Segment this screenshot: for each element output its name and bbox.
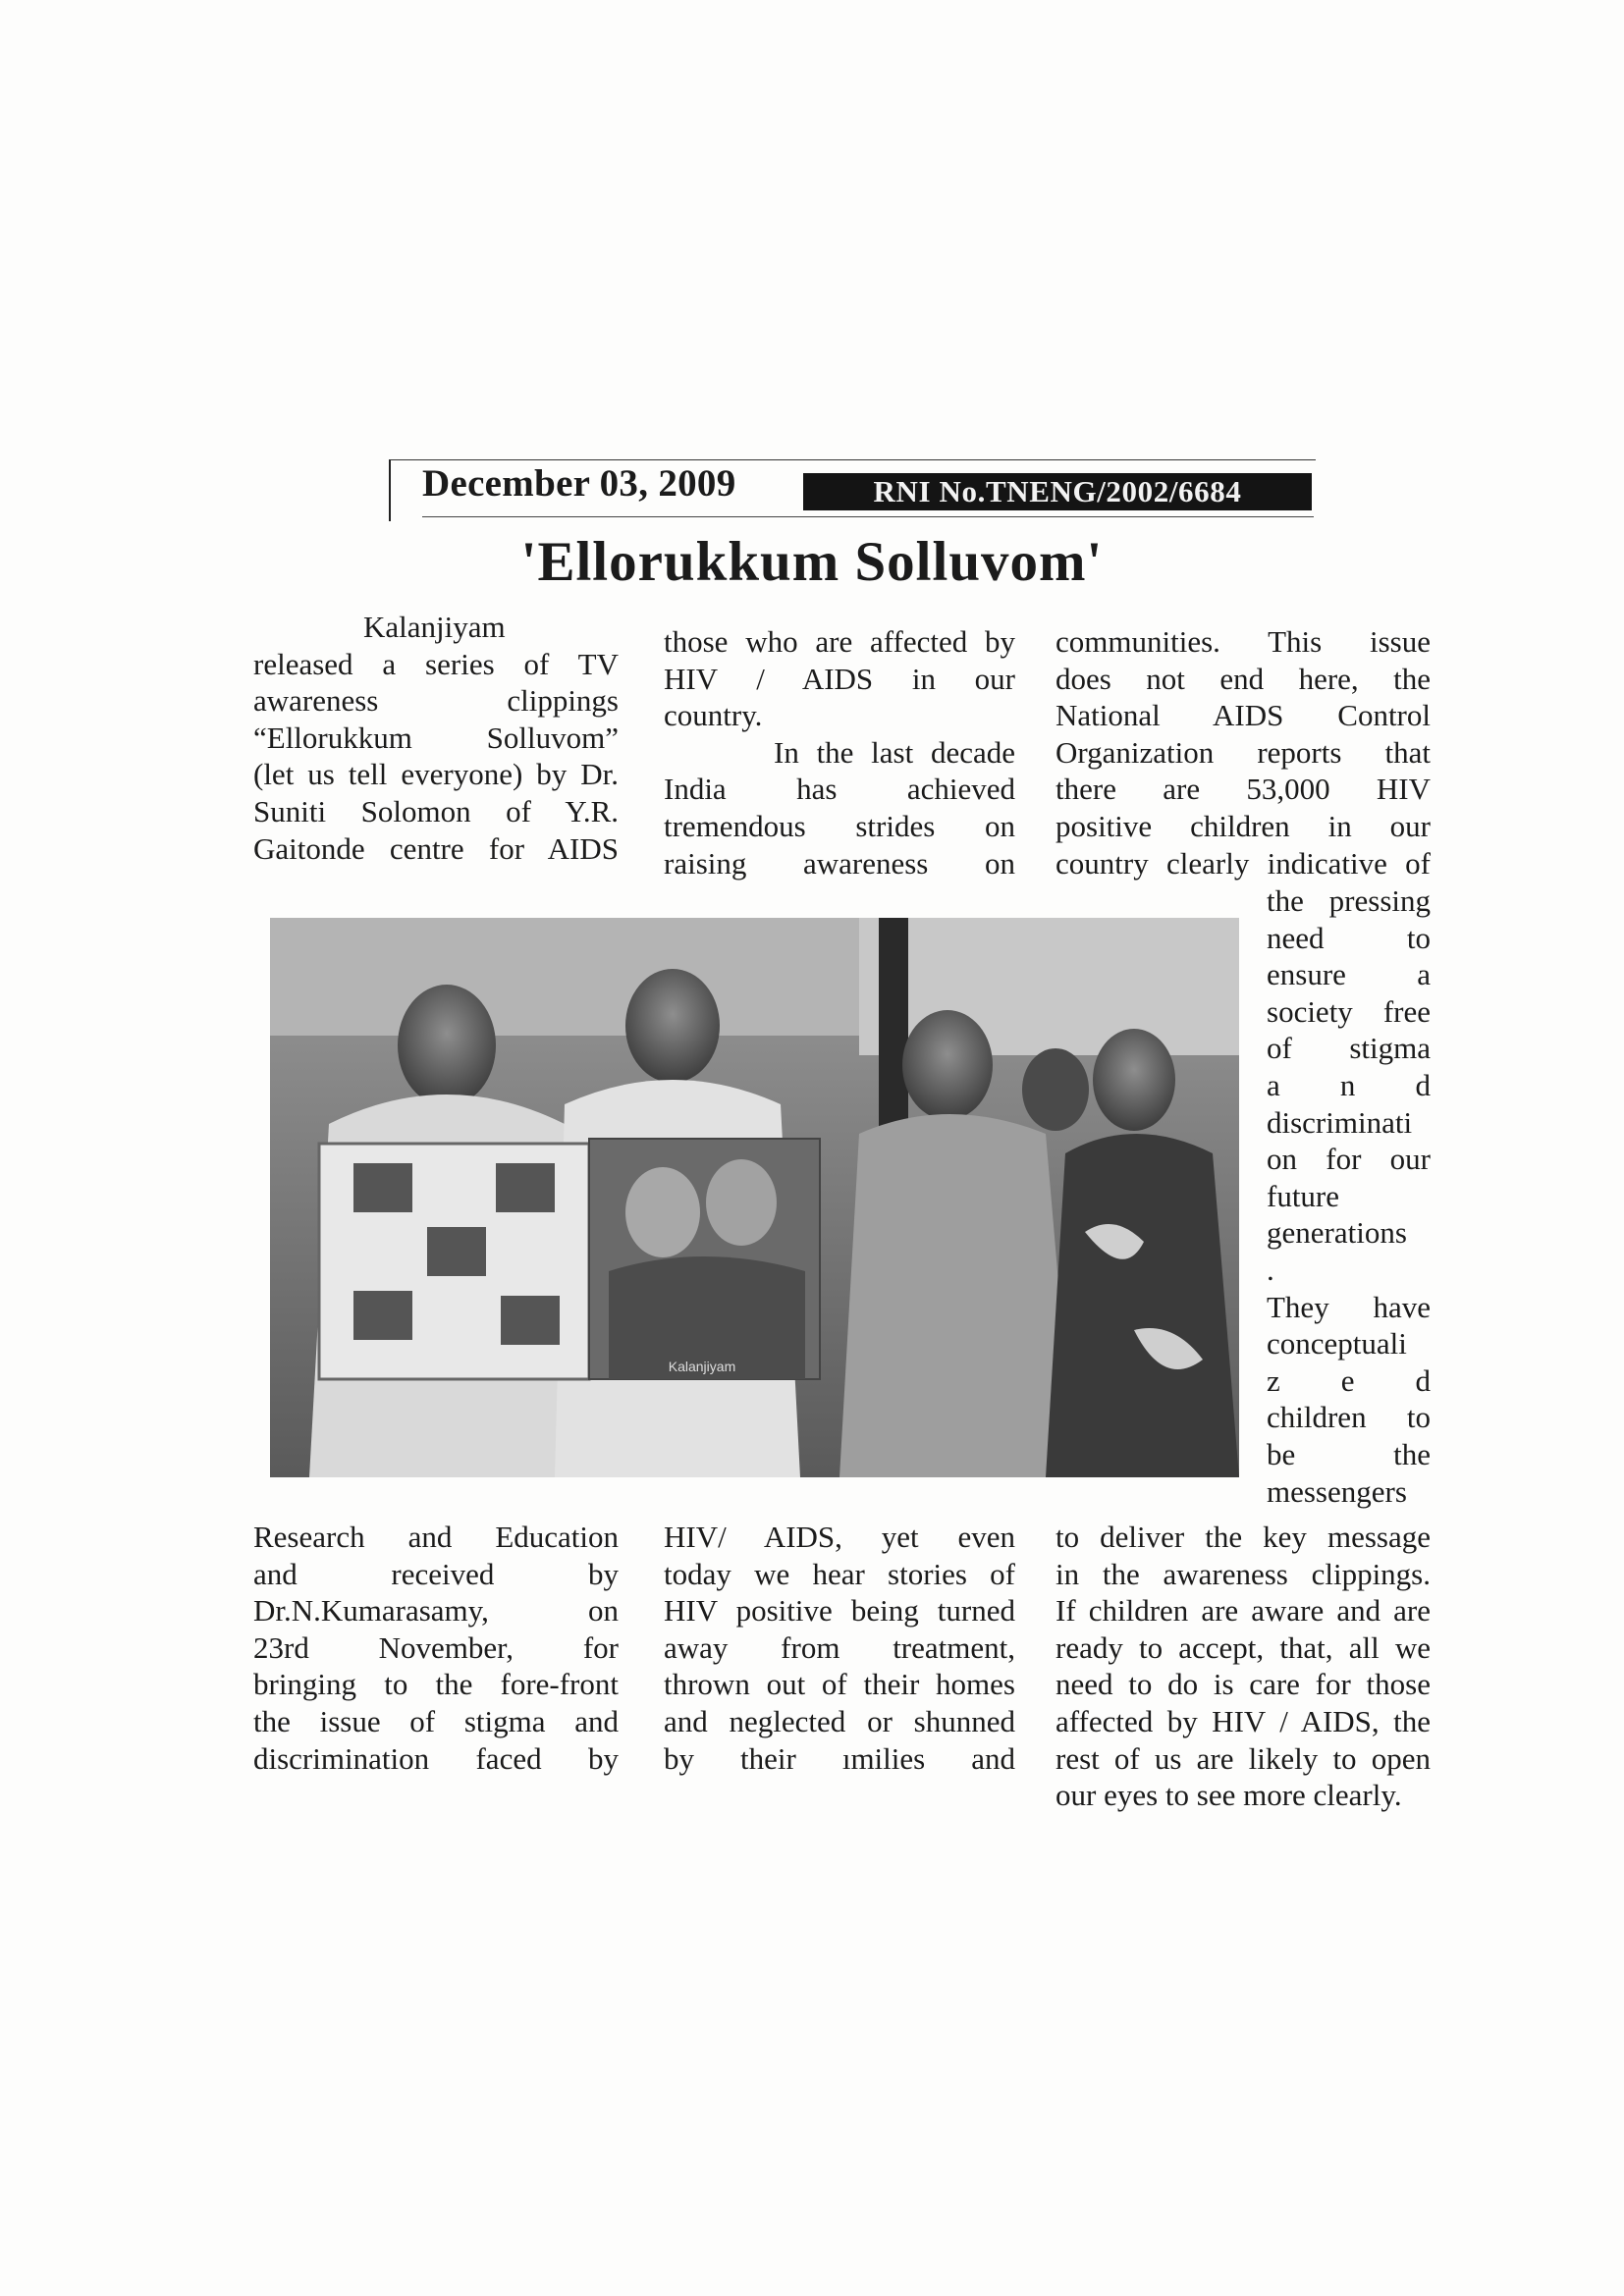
text-line: of stigma: [1267, 1031, 1431, 1066]
text-line: ready to accept, that, all we: [1056, 1629, 1431, 1665]
column-2-bottom: [664, 1519, 1015, 1777]
text-line: in the awareness clippings.: [1056, 1556, 1431, 1591]
text-line: ensure a: [1267, 957, 1431, 992]
rni-number-badge: RNI No.TNENG/2002/6684: [803, 473, 1312, 510]
text-line: to deliver the key message: [1056, 1520, 1431, 1554]
text-line: there are 53,000 HIV: [1056, 772, 1431, 807]
text-line: rest of us are likely to open: [1056, 1740, 1431, 1776]
poster-brand-text: Kalanjiyam: [668, 1359, 736, 1374]
column-1-bottom: [253, 1519, 619, 1777]
text-line: In the last decade: [774, 734, 1015, 770]
text-line: thrown out of their homes: [664, 1667, 1015, 1702]
text-line: future: [1267, 1178, 1340, 1213]
text-line: a n d: [1267, 1067, 1431, 1102]
article-headline: 'Ellorukkum Solluvom': [520, 531, 1104, 593]
text-line: 23rd November, for: [253, 1629, 619, 1665]
text-line: country clearly indicative of: [1056, 845, 1431, 881]
text-line: National AIDS Control: [1056, 698, 1431, 733]
text-line: HIV/ AIDS, yet even: [664, 1520, 1015, 1554]
text-line: discriminati: [1267, 1104, 1413, 1140]
text-line: If children are aware and are: [1056, 1593, 1431, 1629]
text-line: released a series of TV: [253, 646, 619, 681]
text-line: discrimination faced by: [253, 1740, 619, 1776]
text-line: Gaitonde centre for AIDS: [253, 830, 619, 866]
text-line: the pressing: [1267, 883, 1431, 918]
text-line: bringing to the fore-front: [253, 1667, 619, 1702]
text-line: those who are affected by: [664, 624, 1015, 659]
text-line: raising awareness on: [664, 845, 1015, 881]
text-line: be the: [1267, 1436, 1431, 1471]
text-line: children to: [1267, 1400, 1431, 1435]
text-line: our eyes to see more clearly.: [1056, 1778, 1402, 1813]
masthead-rule: [422, 516, 1314, 517]
text-line: positive children in our: [1056, 808, 1431, 843]
text-line: on for our: [1267, 1142, 1431, 1177]
text-line: need to: [1267, 920, 1431, 955]
text-line: HIV / AIDS in our: [664, 661, 1015, 696]
text-line: Kalanjiyam: [363, 610, 506, 644]
text-line: They have: [1267, 1289, 1431, 1324]
text-line: (let us tell everyone) by Dr.: [253, 757, 619, 792]
column-3-bottom: [1056, 1519, 1431, 1814]
text-line: society free: [1267, 993, 1431, 1029]
text-line: Dr.N.Kumarasamy, on: [253, 1593, 619, 1629]
event-photograph: [270, 918, 1239, 1477]
text-line: Research and Education: [253, 1520, 619, 1554]
publication-date: December 03, 2009: [422, 462, 736, 505]
text-line: “Ellorukkum Solluvom”: [253, 720, 619, 755]
column-2-top: [664, 623, 1015, 881]
text-line: messengers: [1267, 1473, 1407, 1509]
text-line: communities. This issue: [1056, 624, 1431, 659]
text-line: .: [1267, 1252, 1274, 1287]
text-line: country.: [664, 698, 763, 733]
text-line: need to do is care for those: [1056, 1667, 1431, 1702]
column-3-side: [1267, 882, 1431, 1510]
text-line: India has achieved: [664, 772, 1015, 807]
text-line: away from treatment,: [664, 1629, 1015, 1665]
text-line: and received by: [253, 1556, 619, 1591]
column-1-top: [253, 609, 619, 867]
text-line: does not end here, the: [1056, 661, 1431, 696]
text-line: and neglected or shunned: [664, 1703, 1015, 1738]
text-line: affected by HIV / AIDS, the: [1056, 1703, 1431, 1738]
text-line: Suniti Solomon of Y.R.: [253, 793, 619, 828]
text-line: awareness clippings: [253, 683, 619, 719]
text-line: Organization reports that: [1056, 734, 1431, 770]
text-line: by their ımilies and: [664, 1740, 1015, 1776]
text-line: today we hear stories of: [664, 1556, 1015, 1591]
text-line: conceptuali: [1267, 1326, 1407, 1362]
text-line: HIV positive being turned: [664, 1593, 1015, 1629]
text-line: generations: [1267, 1215, 1407, 1251]
text-line: tremendous strides on: [664, 808, 1015, 843]
text-line: the issue of stigma and: [253, 1703, 619, 1738]
text-line: z e d: [1267, 1362, 1431, 1398]
column-3-top: [1056, 623, 1431, 881]
